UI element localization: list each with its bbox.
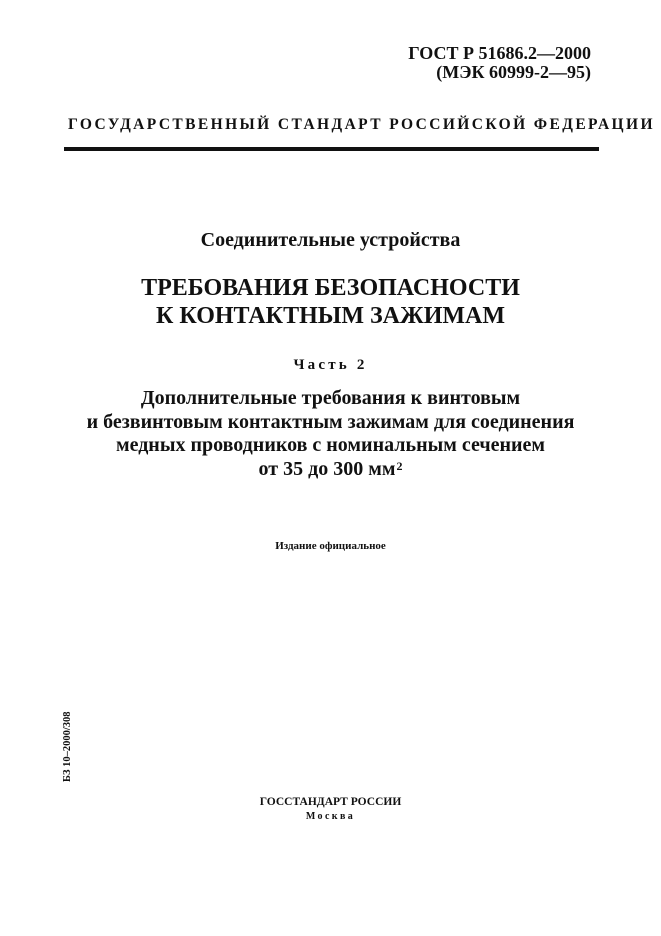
superscript: 2 xyxy=(396,458,403,473)
organization-title: ГОСУДАРСТВЕННЫЙ СТАНДАРТ РОССИЙСКОЙ ФЕДЕРАЦИИ xyxy=(68,116,655,133)
document-subject: Соединительные устройства xyxy=(200,229,461,251)
title-line-2: К КОНТАКТНЫМ ЗАЖИМАМ xyxy=(155,303,506,329)
edition-note: Издание официальное xyxy=(275,540,386,552)
part-title-line-2: и безвинтовым контактным зажимам для соединения xyxy=(86,410,575,433)
part-title-line-4-text: от 35 до 300 мм xyxy=(258,457,396,480)
gost-number: ГОСТ Р 51686.2—2000 xyxy=(408,43,591,63)
title-line-1: ТРЕБОВАНИЯ БЕЗОПАСНОСТИ xyxy=(141,275,520,301)
document-code xyxy=(408,44,591,82)
publication-city: Москва xyxy=(305,811,356,822)
header-divider xyxy=(64,147,599,151)
iec-number: (МЭК 60999-2—95) xyxy=(436,62,591,82)
part-title xyxy=(40,387,621,481)
part-title-line-1: Дополнительные требования к винтовым xyxy=(140,387,521,409)
side-registration-code: БЗ 10–2000/308 xyxy=(62,711,73,782)
part-title-line-3: медных проводников с номинальным сечением xyxy=(115,434,546,456)
part-label: Часть 2 xyxy=(293,357,368,373)
part-title-line-4 xyxy=(40,458,621,482)
publisher: ГОССТАНДАРТ РОССИИ xyxy=(259,796,402,808)
document-title xyxy=(40,274,621,330)
